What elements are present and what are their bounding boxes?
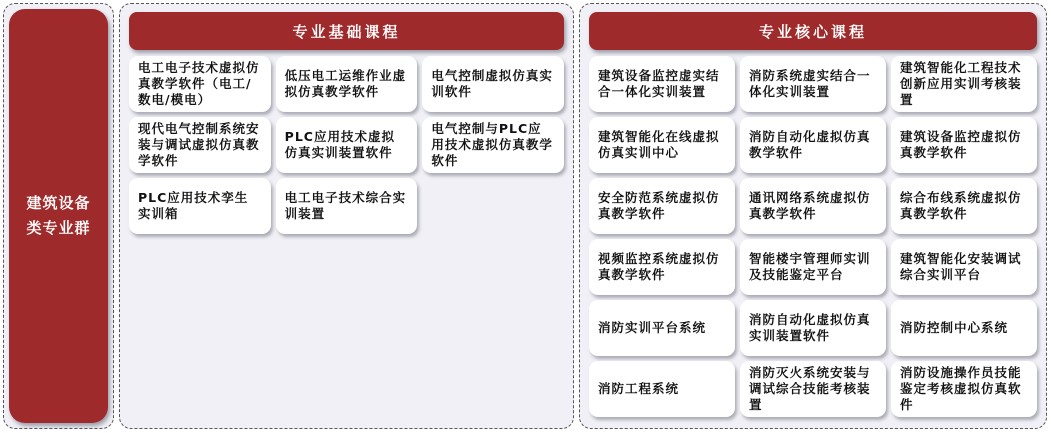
course-card: 电工电子技术虚拟仿真教学软件（电工/数电/模电） bbox=[129, 56, 271, 112]
course-card: 电气控制虚拟仿真实训软件 bbox=[422, 56, 564, 112]
basic-courses-panel bbox=[119, 3, 574, 429]
core-courses-grid bbox=[589, 56, 1037, 417]
course-card: 建筑智能化安装调试综合实训平台 bbox=[891, 239, 1037, 295]
course-card: 电工电子技术综合实训装置 bbox=[276, 178, 418, 234]
course-card: 智能楼宇管理师实训及技能鉴定平台 bbox=[740, 239, 886, 295]
course-card: 建筑设备监控虚实结合一体化实训装置 bbox=[589, 56, 735, 112]
course-card: 建筑智能化在线虚拟仿真实训中心 bbox=[589, 117, 735, 173]
course-card: PLC应用技术孪生实训箱 bbox=[129, 178, 271, 234]
core-courses-panel bbox=[579, 3, 1047, 429]
course-card: 综合布线系统虚拟仿真教学软件 bbox=[891, 178, 1037, 234]
course-card: 消防自动化虚拟仿真教学软件 bbox=[740, 117, 886, 173]
course-card: 现代电气控制系统安装与调试虚拟仿真教学软件 bbox=[129, 117, 271, 173]
course-card: 视频监控系统虚拟仿真教学软件 bbox=[589, 239, 735, 295]
course-card: 消防自动化虚拟仿真实训装置软件 bbox=[740, 300, 886, 356]
group-label: 建筑设备类专业群 bbox=[26, 193, 91, 237]
course-card: 电气控制与PLC应用技术虚拟仿真教学软件 bbox=[422, 117, 564, 173]
course-card: PLC应用技术虚拟仿真实训装置软件 bbox=[276, 117, 418, 173]
basic-courses-title: 专业基础课程 bbox=[292, 22, 401, 41]
course-card: 低压电工运维作业虚拟仿真教学软件 bbox=[276, 56, 418, 112]
core-courses-title: 专业核心课程 bbox=[758, 22, 867, 41]
course-card: 消防系统虚实结合一体化实训装置 bbox=[740, 56, 886, 112]
course-card: 安全防范系统虚拟仿真教学软件 bbox=[589, 178, 735, 234]
group-panel bbox=[3, 3, 114, 429]
core-courses-header bbox=[589, 12, 1037, 50]
basic-courses-header bbox=[129, 12, 564, 50]
course-card: 消防控制中心系统 bbox=[891, 300, 1037, 356]
basic-courses-grid bbox=[129, 56, 564, 234]
course-card: 通讯网络系统虚拟仿真教学软件 bbox=[740, 178, 886, 234]
course-card: 建筑设备监控虚拟仿真教学软件 bbox=[891, 117, 1037, 173]
course-card: 消防设施操作员技能鉴定考核虚拟仿真软件 bbox=[891, 361, 1037, 417]
course-card: 建筑智能化工程技术创新应用实训考核装置 bbox=[891, 56, 1037, 112]
course-card: 消防灭火系统安装与调试综合技能考核装置 bbox=[740, 361, 886, 417]
course-card: 消防实训平台系统 bbox=[589, 300, 735, 356]
course-card: 消防工程系统 bbox=[589, 361, 735, 417]
group-label-bar bbox=[9, 9, 108, 423]
